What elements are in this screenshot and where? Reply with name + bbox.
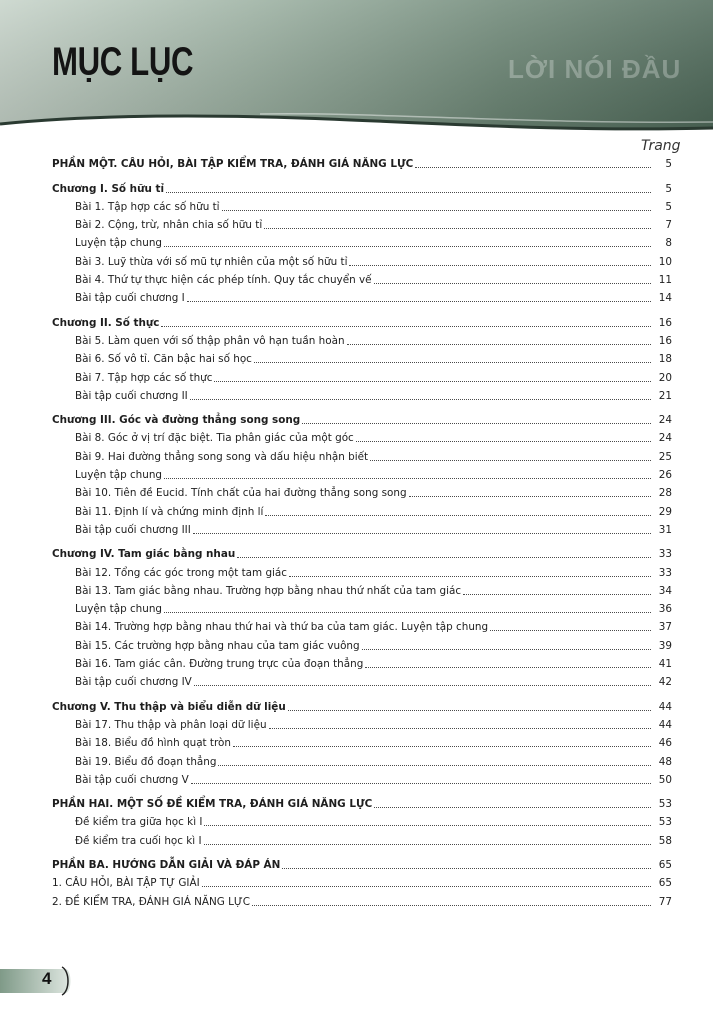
dot-leader [214, 381, 651, 382]
toc-page-number: 18 [658, 353, 672, 366]
toc-entry-row [52, 482, 672, 500]
toc-entry-row [52, 269, 672, 287]
toc-page-number: 48 [658, 755, 672, 768]
toc-entry-label: Bài 16. Tam giác cân. Đường trung trực của đoạn thẳng [75, 658, 364, 671]
dot-leader [374, 807, 651, 808]
dot-leader [218, 765, 651, 766]
toc-entry-label: Bài 1. Tập hợp các số hữu tỉ [75, 200, 220, 213]
dot-leader [409, 496, 651, 497]
dot-leader [161, 326, 651, 327]
toc-entry-label: Bài tập cuối chương V [75, 773, 189, 786]
toc-entry-label: Bài 6. Số vô tỉ. Căn bậc hai số học [75, 353, 252, 366]
toc-entry-label: Chương V. Thu thập và biểu diễn dữ liệu [52, 700, 286, 713]
toc-entry-label: Bài 17. Thu thập và phân loại dữ liệu [75, 718, 267, 731]
dot-leader [194, 685, 651, 686]
toc-entry-row [52, 366, 672, 384]
dot-leader [193, 533, 651, 534]
dot-leader [490, 630, 651, 631]
dot-leader [264, 228, 651, 229]
dot-leader [164, 612, 651, 613]
toc-entry-label: Bài 13. Tam giác bằng nhau. Trường hợp bằng nhau thứ nhất của tam giác [75, 584, 462, 597]
toc-entry-row [52, 348, 672, 366]
toc-entry-row [52, 500, 672, 518]
toc-entry-row [52, 232, 672, 250]
toc-chapter-row [52, 311, 672, 329]
toc-entry-row [52, 250, 672, 268]
toc-entry-row [52, 890, 672, 908]
toc-chapter-row [52, 409, 672, 427]
page-header [0, 0, 713, 140]
toc-entry-row [52, 872, 672, 890]
toc-page-number: 36 [658, 603, 672, 616]
toc-entry-row [52, 445, 672, 463]
toc-page-number: 25 [658, 450, 672, 463]
toc-page-number: 21 [658, 389, 672, 402]
toc-page-number: 33 [658, 566, 672, 579]
toc-page-number: 41 [658, 658, 672, 671]
toc-part-row [52, 153, 672, 171]
toc-page-number: 34 [658, 584, 672, 597]
dot-leader [415, 167, 651, 168]
page-tab-shape [0, 957, 78, 1007]
toc-entry-row [52, 214, 672, 232]
page-number: 4 [42, 969, 52, 988]
page-column-label: Trang [641, 138, 681, 154]
dot-leader [164, 478, 651, 479]
dot-leader [202, 886, 651, 887]
toc-entry-row [52, 634, 672, 652]
toc-entry-label: Bài 15. Các trường hợp bằng nhau của tam giác vuông [75, 639, 360, 652]
toc-page-number: 31 [658, 523, 672, 536]
toc-page-number: 24 [658, 414, 672, 427]
toc-entry-row [52, 427, 672, 445]
toc-entry-label: Bài 18. Biểu đồ hình quạt tròn [75, 737, 231, 750]
dot-leader [237, 557, 651, 558]
page-number-tab [0, 957, 78, 1007]
toc-entry-label: PHẦN MỘT. CÂU HỎI, BÀI TẬP KIỂM TRA, ĐÁNH GIÁ NĂNG LỰC [52, 158, 414, 171]
dot-leader [349, 265, 651, 266]
toc-page-number: 10 [658, 255, 672, 268]
dot-leader [204, 844, 651, 845]
toc-entry-label: Chương I. Số hữu tỉ [52, 182, 165, 195]
toc-part-row [52, 854, 672, 872]
toc-page-number: 24 [658, 432, 672, 445]
toc-entry-label: Đề kiểm tra giữa học kì I [75, 816, 203, 829]
toc-page-number: 46 [658, 737, 672, 750]
toc-page-number: 16 [658, 316, 672, 329]
toc-entry-row [52, 561, 672, 579]
toc-entry-label: Bài 11. Định lí và chứng minh định lí [75, 505, 264, 518]
toc-page-number: 65 [658, 858, 672, 871]
dot-leader [166, 192, 651, 193]
toc-page-number: 58 [658, 834, 672, 847]
toc-entry-row [52, 732, 672, 750]
toc-page-number: 20 [658, 371, 672, 384]
dot-leader [302, 423, 651, 424]
toc-page-number: 53 [658, 798, 672, 811]
toc-entry-row [52, 653, 672, 671]
toc-entry-label: Chương III. Góc và đường thẳng song song [52, 414, 301, 427]
toc-page-number: 44 [658, 718, 672, 731]
toc-entry-row [52, 330, 672, 348]
toc-entry-label: Chương II. Số thực [52, 316, 160, 329]
toc-entry-label: Bài 5. Làm quen với số thập phân vô hạn tuần hoàn [75, 334, 345, 347]
toc-page-number: 42 [658, 676, 672, 689]
dot-leader [252, 905, 651, 906]
toc-entry-row [52, 519, 672, 537]
dot-leader [164, 246, 651, 247]
dot-leader [233, 746, 651, 747]
toc-entry-label: Luyện tập chung [75, 237, 163, 250]
toc-entry-label: Bài 2. Cộng, trừ, nhân chia số hữu tỉ [75, 219, 263, 232]
toc-entry-label: Bài 3. Luỹ thừa với số mũ tự nhiên của một số hữu tỉ [75, 255, 348, 268]
dot-leader [254, 362, 651, 363]
page-title: MỤC LỤC [52, 40, 194, 84]
toc-entry-label: Bài 9. Hai đường thẳng song song và dấu hiệu nhận biết [75, 450, 369, 463]
toc-page-number: 5 [665, 182, 672, 195]
dot-leader [282, 868, 651, 869]
dot-leader [370, 460, 651, 461]
toc-page-number: 37 [658, 621, 672, 634]
toc-page-number: 50 [658, 773, 672, 786]
toc-entry-label: Bài tập cuối chương IV [75, 676, 192, 689]
dot-leader [362, 649, 651, 650]
toc-page-number: 26 [658, 469, 672, 482]
dot-leader [374, 283, 651, 284]
dot-leader [187, 301, 651, 302]
dot-leader [463, 594, 651, 595]
toc-entry-row [52, 829, 672, 847]
toc-entry-label: Chương IV. Tam giác bằng nhau [52, 548, 236, 561]
dot-leader [190, 399, 651, 400]
toc-entry-label: Bài 8. Góc ở vị trí đặc biệt. Tia phân giác của một góc [75, 432, 354, 445]
dot-leader [265, 515, 651, 516]
toc-entry-label: Bài 7. Tập hợp các số thực [75, 371, 213, 384]
toc-entry-label: Bài tập cuối chương II [75, 389, 188, 402]
table-of-contents [52, 153, 672, 909]
toc-page-number: 44 [658, 700, 672, 713]
toc-entry-label: Luyện tập chung [75, 603, 163, 616]
toc-page-number: 11 [658, 274, 672, 287]
toc-entry-row [52, 714, 672, 732]
toc-chapter-row [52, 695, 672, 713]
toc-page-number: 39 [658, 639, 672, 652]
toc-entry-label: Bài 14. Trường hợp bằng nhau thứ hai và thứ ba của tam giác. Luyện tập chung [75, 621, 489, 634]
toc-page-number: 77 [658, 895, 672, 908]
toc-entry-label: Đề kiểm tra cuối học kì I [75, 834, 202, 847]
dot-leader [288, 710, 651, 711]
toc-entry-row [52, 616, 672, 634]
toc-entry-label: PHẦN HAI. MỘT SỐ ĐỀ KIỂM TRA, ĐÁNH GIÁ NĂNG LỰC [52, 798, 373, 811]
dot-leader [204, 825, 651, 826]
toc-entry-label: Bài tập cuối chương III [75, 523, 191, 536]
toc-entry-row [52, 385, 672, 403]
toc-entry-label: Bài tập cuối chương I [75, 292, 185, 305]
toc-entry-row [52, 196, 672, 214]
toc-entry-label: Bài 12. Tổng các góc trong một tam giác [75, 566, 288, 579]
dot-leader [365, 667, 651, 668]
toc-page-number: 7 [665, 219, 672, 232]
dot-leader [222, 210, 651, 211]
toc-entry-label: 2. ĐỀ KIỂM TRA, ĐÁNH GIÁ NĂNG LỰC [52, 895, 251, 908]
toc-part-row [52, 793, 672, 811]
toc-page-number: 8 [665, 237, 672, 250]
toc-entry-label: Bài 10. Tiên đề Eucid. Tính chất của hai đường thẳng song song [75, 487, 407, 500]
toc-entry-row [52, 769, 672, 787]
dot-leader [356, 441, 651, 442]
toc-chapter-row [52, 543, 672, 561]
toc-entry-row [52, 671, 672, 689]
toc-page-number: 53 [658, 816, 672, 829]
toc-entry-label: Bài 19. Biểu đồ đoạn thẳng [75, 755, 217, 768]
toc-entry-row [52, 464, 672, 482]
ghost-title: LỜI NÓI ĐẦU [508, 54, 682, 84]
dot-leader [269, 728, 651, 729]
toc-entry-label: Luyện tập chung [75, 469, 163, 482]
toc-entry-row [52, 580, 672, 598]
toc-page-number: 28 [658, 487, 672, 500]
toc-entry-label: Bài 4. Thứ tự thực hiện các phép tính. Quy tắc chuyển vế [75, 274, 372, 287]
dot-leader [347, 344, 651, 345]
toc-page-number: 29 [658, 505, 672, 518]
toc-page-number: 16 [658, 334, 672, 347]
dot-leader [289, 576, 651, 577]
dot-leader [191, 783, 651, 784]
toc-page-number: 5 [665, 158, 672, 171]
toc-entry-label: 1. CÂU HỎI, BÀI TẬP TỰ GIẢI [52, 877, 200, 890]
toc-entry-label: PHẦN BA. HƯỚNG DẪN GIẢI VÀ ĐÁP ÁN [52, 858, 281, 871]
toc-page-number: 33 [658, 548, 672, 561]
toc-page-number: 65 [658, 877, 672, 890]
toc-entry-row [52, 750, 672, 768]
toc-page-number: 5 [665, 200, 672, 213]
toc-entry-row [52, 287, 672, 305]
toc-entry-row [52, 811, 672, 829]
toc-page-number: 14 [658, 292, 672, 305]
toc-entry-row [52, 598, 672, 616]
toc-chapter-row [52, 177, 672, 195]
